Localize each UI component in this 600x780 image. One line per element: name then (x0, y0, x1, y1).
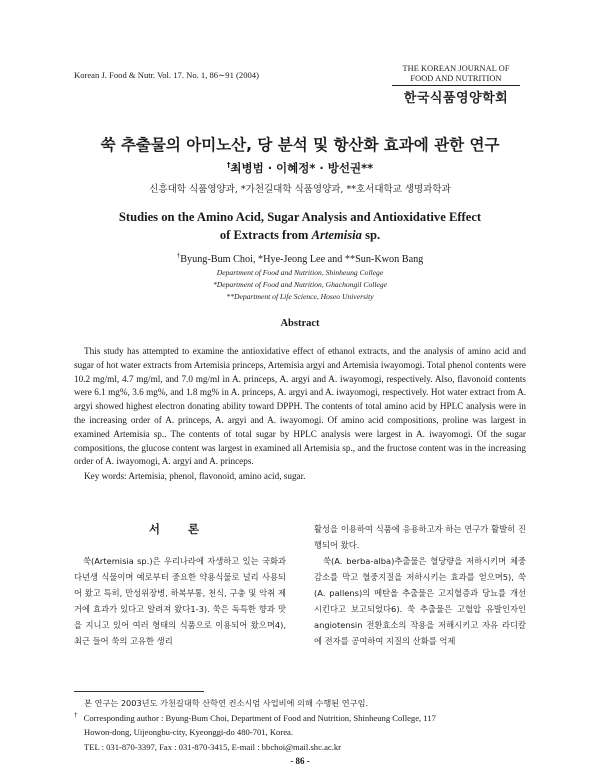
page-number: - 86 - (290, 756, 310, 766)
affiliation-en-3: **Department of Life Science, Hoseo University (226, 292, 374, 301)
journal-name-en-line2: FOOD AND NUTRITION (410, 74, 502, 83)
corresponding-author-note (74, 711, 526, 726)
intro-paragraph: 쑥(Artemisia sp.)은 우리나라에 자생하고 있는 국화과 다년생 식물이며 예로부터 중요한 약용식물로 널리 사용되어 왔고 특히, 만성위장병, 하복부통, 천식, 구충 및 악취 제거에 효과가 있다고 알려져 왔다1-3). 쑥은 독특한 향과 맛을 지니고 있어 여러 형태의 식품으로 이용되어 왔으며4), 최근 들어 쑥의 고유한 생리 (74, 556, 286, 646)
keywords: Key words: Artemisia, phenol, flavonoid, amino acid, sugar. (84, 471, 306, 482)
intro-column-left (74, 521, 286, 649)
corresponding-marker: † (74, 710, 78, 719)
footnote-divider (74, 691, 204, 692)
abstract-heading: Abstract (280, 318, 320, 329)
paper-title-en-line2 (0, 226, 600, 244)
title-en-prefix: of Extracts from (219, 228, 309, 242)
paper-title-en-line1: Studies on the Amino Acid, Sugar Analysis and Antioxidative Effect (118, 210, 482, 224)
journal-name-ko: 한국식품영양학회 (403, 91, 509, 106)
paper-title-ko: 쑥 추출물의 아미노산, 당 분석 및 항산화 효과에 관한 연구 (100, 136, 500, 154)
journal-name-en-line1: THE KOREAN JOURNAL OF (402, 64, 510, 73)
abstract-body (74, 345, 526, 484)
title-en-suffix: sp. (365, 228, 381, 242)
intro-paragraph: 활성을 이용하여 식품에 응용하고자 하는 연구가 활발히 진행되어 왔다. (314, 524, 526, 550)
intro-heading: 서 론 (148, 522, 212, 536)
corresponding-line2: Howon-dong, Uijeongbu-city, Kyeonggi-do 480-701, Korea. (84, 727, 293, 737)
corresponding-line1: Corresponding author : Byung-Bum Choi, Department of Food and Nutrition, Shinheung College, 117 (83, 712, 436, 723)
funding-note: 본 연구는 2003년도 가천길대학 산학연 컨소시엄 사업비에 의해 수행된 연구임. (84, 698, 369, 708)
authors-en-names: Byung-Bum Choi, *Hye-Jeong Lee and **Sun-Kwon Bang (180, 254, 424, 265)
abstract-paragraph: This study has attempted to examine the antioxidative effect of ethanol extracts, and the analysis of amino acid and sugar of hot water extracts from Artemisia princeps, Artemisia argyi and Artemisia iwayomogi. Total phenol contents were 10.2 mg/ml, 4.7 mg/ml, and 7.0 mg/ml in A. princeps, A. argyi and A. iwayomogi, respectively. Also, flavonoid contents were 6.1 mg%, 3.6 mg%, and 1.8 mg% in A. princeps, A. argyi and A. iwayomogi, respectively. Hot water extract from A. argyi showed highest electron donating ability toward DPPH. The contents of total amino acid by HPLC analysis were in the increasing order of A. princeps, A. argyi and A. iwayomogi. Of amino acid compositions, proline was largest in examined Artemisia sp.. The contents of total sugar by HPLC analysis were largest in A. iwayomogi. Of the sugar compositions, the glucose content was largest in examined all Artemisia sp., and the fructose content was in the increasing order of A. iwayomogi, A. argyi and A. princeps. (74, 346, 526, 467)
corresponding-dagger: † (226, 161, 231, 170)
title-en-genus: Artemisia (311, 228, 362, 242)
corresponding-dagger-en: † (176, 251, 181, 260)
authors-ko (0, 160, 600, 176)
affiliation-en-1: Department of Food and Nutrition, Shinheung College (216, 268, 384, 277)
masthead-divider (392, 85, 520, 86)
affiliations-ko: 신흥대학 식품영양과, *가천길대학 식품영양과, **호서대학교 생명과학과 (149, 184, 451, 195)
journal-masthead (386, 64, 526, 106)
paper-title-en (0, 208, 600, 244)
intro-column-right (314, 521, 526, 649)
journal-citation: Korean J. Food & Nutr. Vol. 17. No. 1, 86∼91 (2004) (74, 70, 259, 80)
authors-en (0, 251, 600, 265)
contact-info: TEL : 031-870-3397, Fax : 031-870-3415, E-mail : bbchoi@mail.shc.ac.kr (84, 741, 342, 752)
footnotes (74, 696, 526, 754)
authors-ko-names: 최병범 · 이혜정* · 방선권** (230, 161, 374, 175)
affiliation-en-2: *Department of Food and Nutrition, Ghachongil College (212, 280, 387, 289)
intro-paragraph: 쑥(A. berba-alba)추출물은 혈당량을 저하시키며 체중감소를 막고 혈중지질을 저하시키는 효과를 얻으며5), 쑥(A. pallens)의 메탄올 추출물은 고지혈증과 당뇨를 개선시킨다고 보고되었다6). 쑥 추출물은 고혈압 유발인자인 angiotensin 전환효소의 작용을 저해시키고 자유 라디칼에 전자를 공여하여 지질의 산화를 억제 (314, 556, 526, 646)
